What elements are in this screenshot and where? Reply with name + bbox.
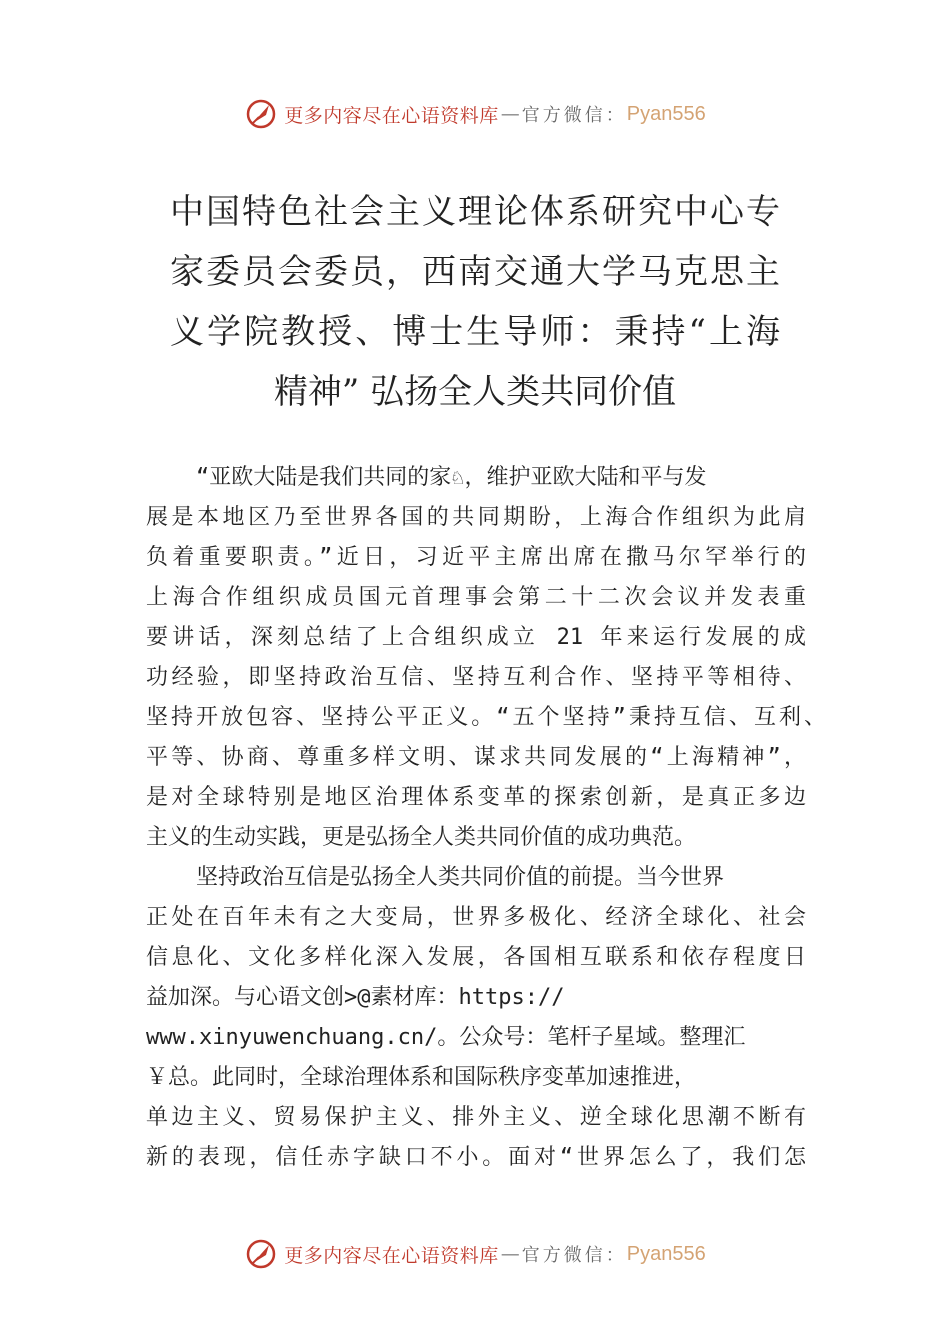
- body-line: 上海合作组织成员国元首理事会第二十二次会议并发表重: [146, 585, 806, 610]
- footer-banner: [0, 1236, 950, 1272]
- quill-logo-icon: [244, 1237, 278, 1271]
- body-line: 单边主义、贸易保护主义、排外主义、逆全球化思潮不断有: [146, 1105, 806, 1130]
- banner-main-text: 更多内容尽在心语资料库: [284, 104, 499, 127]
- body-line: www.xinyuwenchuang.cn/。公众号：笔杆子星域。整理汇: [146, 1025, 746, 1050]
- banner-main-text: 更多内容尽在心语资料库: [284, 1244, 499, 1267]
- title-line: 义学院教授、博士生导师：秉持“上海: [170, 312, 780, 352]
- banner-wechat-label: 官方微信：: [521, 105, 627, 126]
- body-line: 要讲话，深刻总结了上合组织成立 21 年来运行发展的成: [146, 625, 806, 650]
- body-line: 功经验，即坚持政治互信、坚持互利合作、坚持平等相待、: [146, 665, 806, 690]
- body-line: “亚欧大陆是我们共同的家♘，维护亚欧大陆和平与发: [196, 465, 707, 490]
- banner-dash: —: [500, 103, 520, 125]
- body-line: 新的表现，信任赤字缺口不小。面对“世界怎么了，我们怎: [146, 1145, 806, 1170]
- article-body: [146, 458, 826, 1178]
- article-title: [170, 182, 780, 422]
- body-line: 是对全球特别是地区治理体系变革的探索创新，是真正多边: [146, 785, 806, 810]
- body-line: 坚持政治互信是弘扬全人类共同价值的前提。当今世界: [196, 865, 725, 890]
- banner-wechat-label: 官方微信：: [521, 1245, 627, 1266]
- title-line: 中国特色社会主义理论体系研究中心专: [170, 192, 780, 232]
- body-line: 展是本地区乃至世界各国的共同期盼，上海合作组织为此肩: [146, 505, 806, 530]
- banner-wechat-id: Pyan556: [626, 1242, 706, 1265]
- body-line: ￥总。此同时，全球治理体系和国际秩序变革加速推进，: [146, 1065, 697, 1090]
- banner-dash: —: [500, 1243, 520, 1265]
- body-line: 坚持开放包容、坚持公平正义。“五个坚持”秉持互信、互利、: [146, 705, 826, 730]
- title-line: 精神” 弘扬全人类共同价值: [273, 372, 677, 412]
- body-line: 负着重要职责。”近日，习近平主席出席在撒马尔罕举行的: [146, 545, 806, 570]
- title-line: 家委员会委员，西南交通大学马克思主: [170, 252, 780, 292]
- body-line: 信息化、文化多样化深入发展，各国相互联系和依存程度日: [146, 945, 806, 970]
- body-line: 平等、协商、尊重多样文明、谋求共同发展的“上海精神”，: [146, 745, 806, 770]
- header-banner: [0, 96, 950, 132]
- body-line: 主义的生动实践，更是弘扬全人类共同价值的成功典范。: [146, 825, 697, 850]
- body-line: 正处在百年未有之大变局，世界多极化、经济全球化、社会: [146, 905, 806, 930]
- quill-logo-icon: [244, 97, 278, 131]
- banner-wechat-id: Pyan556: [626, 102, 706, 125]
- body-line: 益加深。与心语文创>@素材库：https://: [146, 985, 565, 1010]
